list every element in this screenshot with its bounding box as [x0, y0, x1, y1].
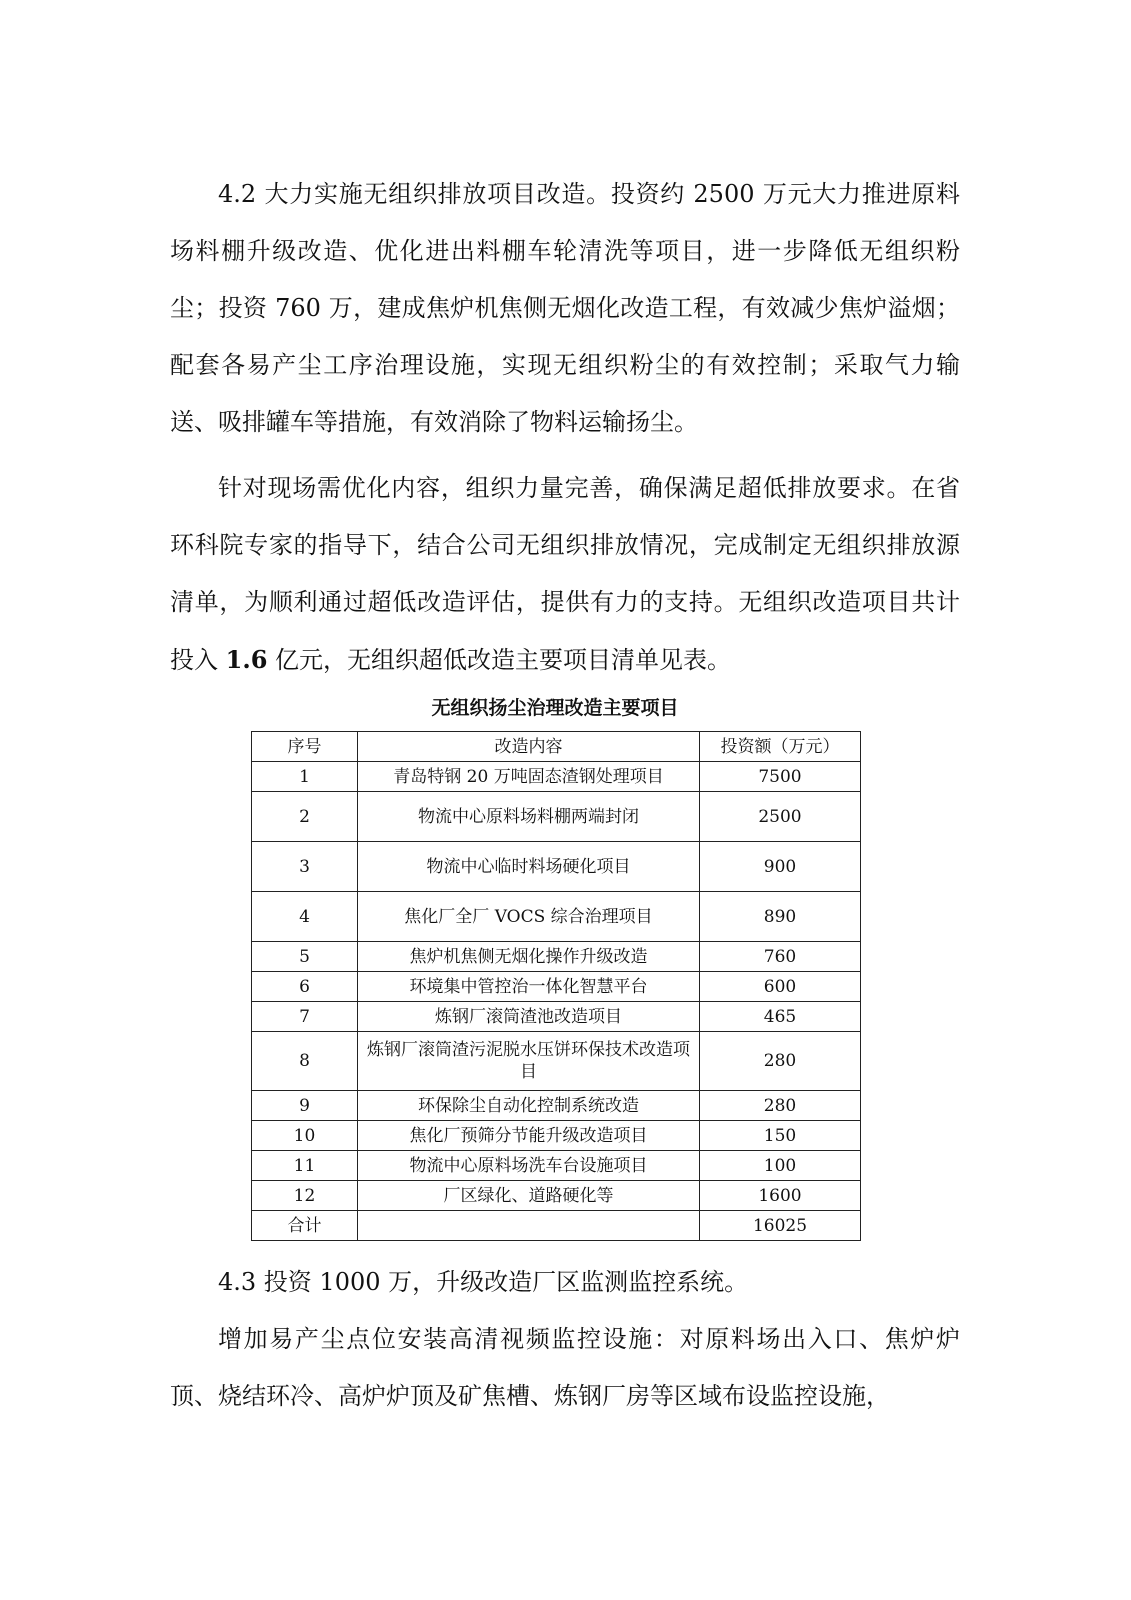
- row-index: 4: [252, 892, 358, 942]
- row-amount: 280: [700, 1032, 861, 1091]
- table-header-row: [252, 732, 861, 762]
- row-amount: 280: [700, 1091, 861, 1121]
- total-label: 合计: [252, 1211, 358, 1241]
- row-index: 5: [252, 942, 358, 972]
- row-index: 8: [252, 1032, 358, 1091]
- table-row: [252, 762, 861, 792]
- row-amount: 100: [700, 1151, 861, 1181]
- row-content: 环境集中管控治一体化智慧平台: [358, 972, 700, 1002]
- row-content: 焦化厂全厂 VOCS 综合治理项目: [358, 892, 700, 942]
- row-index: 3: [252, 842, 358, 892]
- row-amount: 150: [700, 1121, 861, 1151]
- row-amount: 600: [700, 972, 861, 1002]
- row-index: 10: [252, 1121, 358, 1151]
- paragraph-4-3: 4.3 投资 1000 万，升级改造厂区监测监控系统。: [218, 1268, 749, 1296]
- table-title: 无组织扬尘治理改造主要项目: [431, 697, 679, 719]
- investment-amount: 1.6: [225, 645, 268, 674]
- table-row: [252, 1181, 861, 1211]
- table-row: [252, 1121, 861, 1151]
- table-row: [252, 1091, 861, 1121]
- row-content: 厂区绿化、道路硬化等: [358, 1181, 700, 1211]
- row-content: 物流中心原料场料棚两端封闭: [358, 792, 700, 842]
- table-row: [252, 972, 861, 1002]
- row-content: 焦炉机焦侧无烟化操作升级改造: [358, 942, 700, 972]
- row-content: 物流中心原料场洗车台设施项目: [358, 1151, 700, 1181]
- table-row: [252, 892, 861, 942]
- row-content: 物流中心临时料场硬化项目: [358, 842, 700, 892]
- table-row: [252, 842, 861, 892]
- row-index: 9: [252, 1091, 358, 1121]
- row-amount: 900: [700, 842, 861, 892]
- row-index: 11: [252, 1151, 358, 1181]
- row-amount: 465: [700, 1002, 861, 1032]
- row-amount: 7500: [700, 762, 861, 792]
- table-row: [252, 1151, 861, 1181]
- table-row: [252, 942, 861, 972]
- row-index: 1: [252, 762, 358, 792]
- row-index: 2: [252, 792, 358, 842]
- row-content: 环保除尘自动化控制系统改造: [358, 1091, 700, 1121]
- row-index: 12: [252, 1181, 358, 1211]
- table-total-row: [252, 1211, 861, 1241]
- row-amount: 1600: [700, 1181, 861, 1211]
- row-content: 青岛特钢 20 万吨固态渣钢处理项目: [358, 762, 700, 792]
- row-amount: 2500: [700, 792, 861, 842]
- row-content: 炼钢厂滚筒渣池改造项目: [358, 1002, 700, 1032]
- header-cell: 投资额（万元）: [700, 732, 861, 762]
- total-amount: 16025: [700, 1211, 861, 1241]
- table-row: [252, 1032, 861, 1091]
- table-row: [252, 792, 861, 842]
- row-content: 焦化厂预筛分节能升级改造项目: [358, 1121, 700, 1151]
- row-index: 6: [252, 972, 358, 1002]
- row-amount: 890: [700, 892, 861, 942]
- row-content: 炼钢厂滚筒渣污泥脱水压饼环保技术改造项目: [358, 1032, 700, 1091]
- row-amount: 760: [700, 942, 861, 972]
- header-cell: 改造内容: [358, 732, 700, 762]
- table-row: [252, 1002, 861, 1032]
- total-content: [358, 1211, 700, 1241]
- paragraph-text: 亿元，无组织超低改造主要项目清单见表。: [267, 646, 732, 674]
- header-cell: 序号: [252, 732, 358, 762]
- paragraph-4-2: 4.2 大力实施无组织排放项目改造。投资约 2500 万元大力推进原料场料棚升级改造、优化进出料棚车轮清洗等项目，进一步降低无组织粉尘；投资 760 万，建成焦炉机焦侧无烟化改造工程，有效减少焦炉溢烟；配套各易产尘工序治理设施，实现无组织粉尘的有效控制；采取气力输送、吸排罐车等措施，有效消除了物料运输扬尘。: [170, 180, 960, 436]
- paragraph-text: 针对现场需优化内容，组织力量完善，确保满足超低排放要求。在省环科院专家的指导下，结合公司无组织排放情况，完成制定无组织排放源清单，为顺利通过超低改造评估，提供有力的支持。无组织改造项目共计投入: [170, 474, 960, 674]
- paragraph-monitoring: 增加易产尘点位安装高清视频监控设施：对原料场出入口、焦炉炉顶、烧结环冷、高炉炉顶及矿焦槽、炼钢厂房等区域布设监控设施，: [170, 1325, 960, 1410]
- paragraph-optimization: [170, 460, 960, 689]
- row-index: 7: [252, 1002, 358, 1032]
- project-table: [251, 731, 861, 1241]
